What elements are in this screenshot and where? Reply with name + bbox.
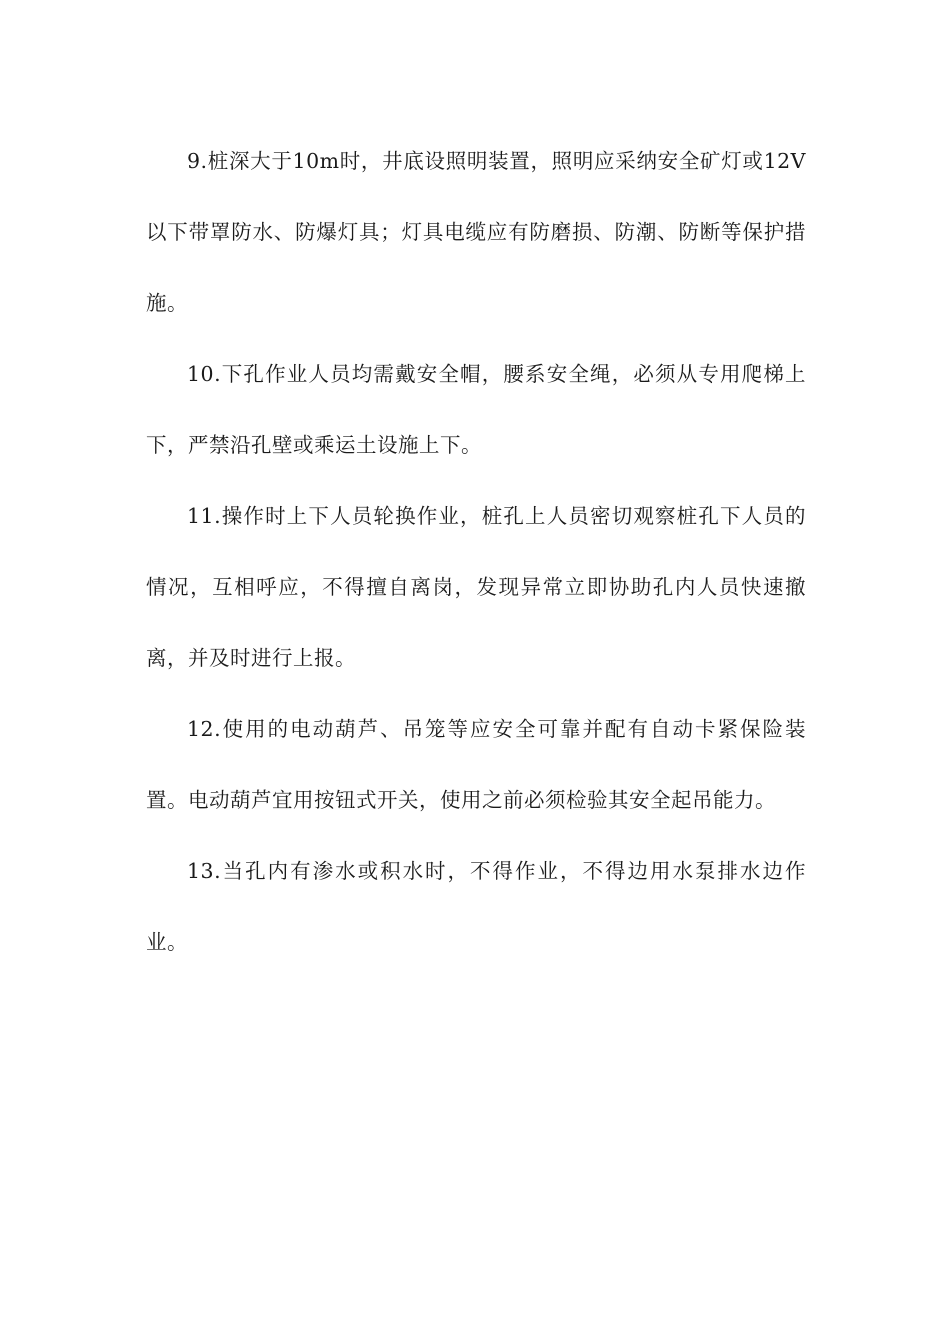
paragraph-item-10: 10.下孔作业人员均需戴安全帽，腰系安全绳，必须从专用爬梯上下，严禁沿孔壁或乘运土设施上下。 — [146, 362, 806, 457]
paragraph-item-9: 9.桩深大于10m时，井底设照明装置，照明应采纳安全矿灯或12V以下带罩防水、防爆灯具；灯具电缆应有防磨损、防潮、防断等保护措施。 — [146, 149, 806, 315]
paragraph-item-13: 13.当孔内有渗水或积水时，不得作业，不得边用水泵排水边作业。 — [146, 859, 806, 954]
paragraph-item-12: 12.使用的电动葫芦、吊笼等应安全可靠并配有自动卡紧保险装置。电动葫芦宜用按钮式开关，使用之前必须检验其安全起吊能力。 — [146, 717, 806, 812]
document-body — [146, 126, 806, 978]
paragraph-item-11: 11.操作时上下人员轮换作业，桩孔上人员密切观察桩孔下人员的情况，互相呼应，不得擅自离岗，发现异常立即协助孔内人员快速撤离，并及时进行上报。 — [146, 504, 806, 670]
